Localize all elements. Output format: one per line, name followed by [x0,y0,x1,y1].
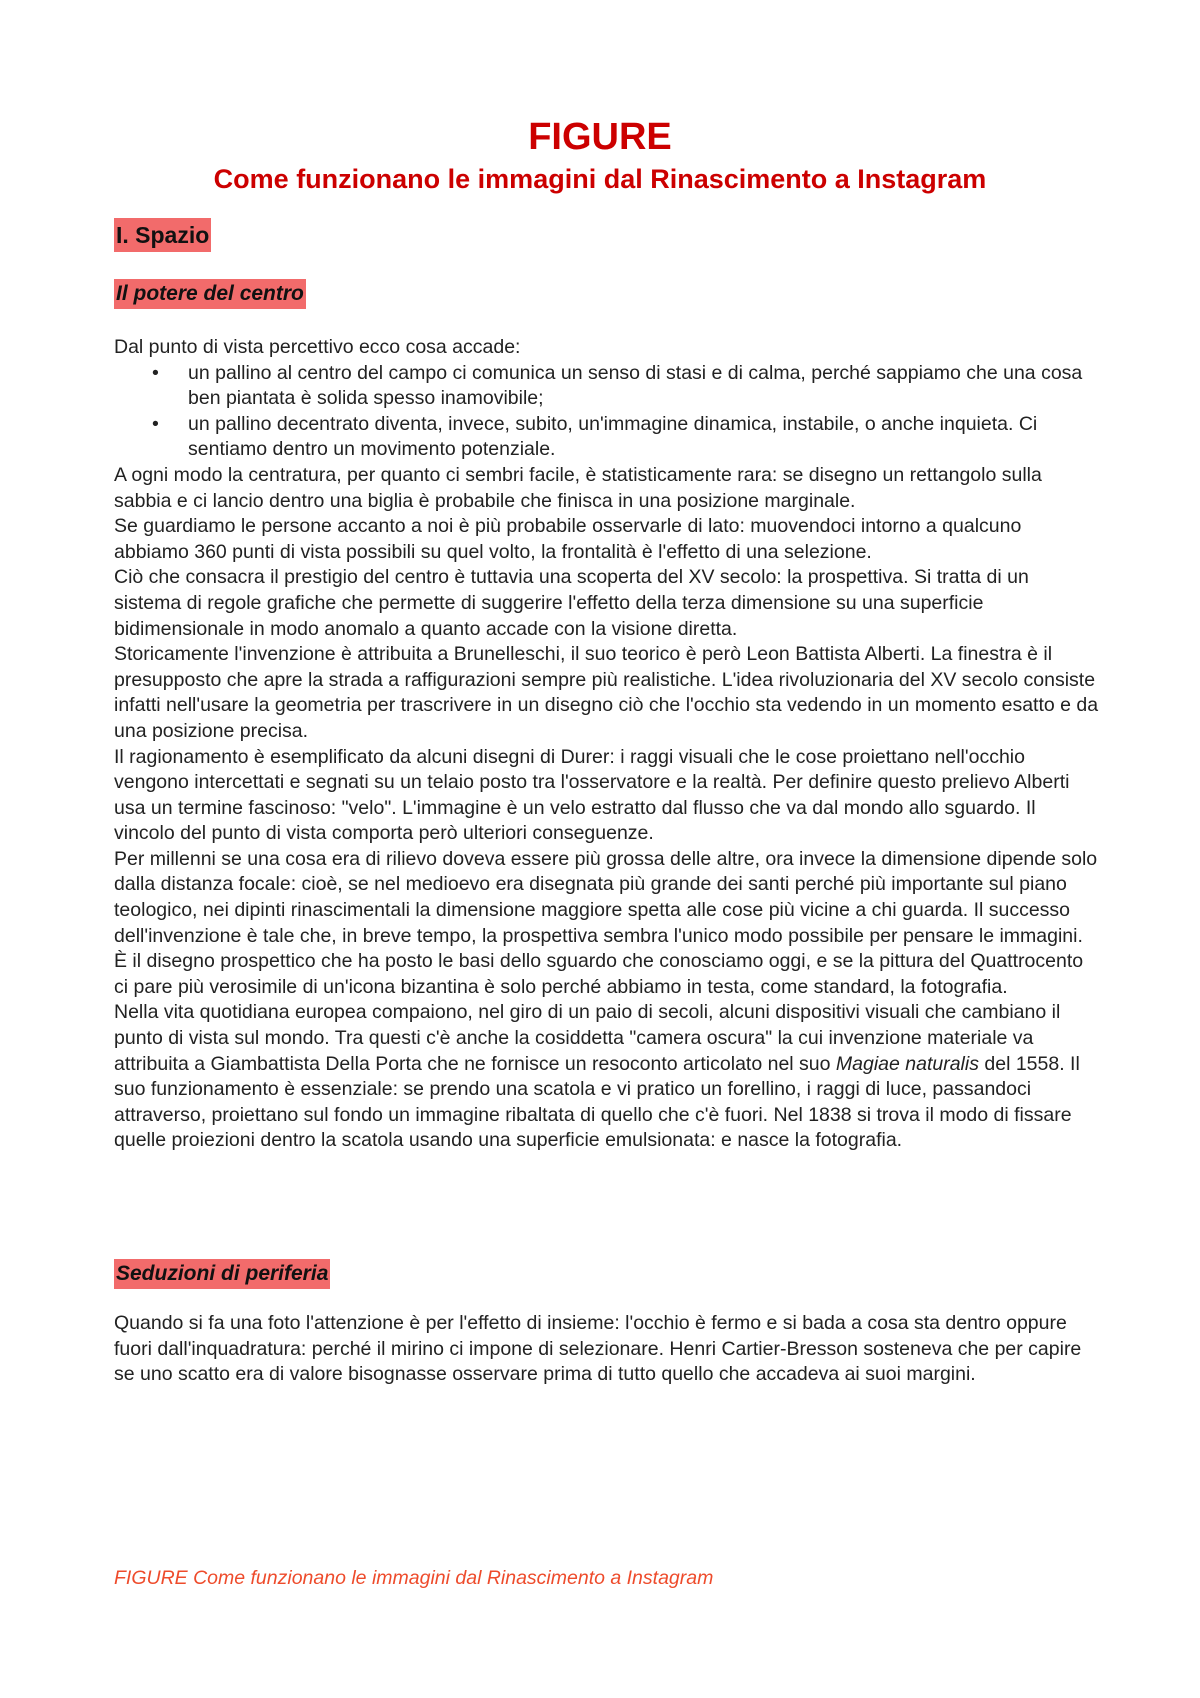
subsection-heading-potere-del-centro: Il potere del centro [114,279,306,309]
body-paragraph: Se guardiamo le persone accanto a noi è più probabile osservarle di lato: muovendoci intorno a qualcuno abbiamo 360 punti di vista possibili su quel volto, la frontalità è l'effetto di una selezione. [114,515,1022,563]
list-item [114,361,1099,412]
body-paragraph: A ogni modo la centratura, per quanto ci sembri facile, è statisticamente rara: se disegno un rettangolo sulla sabbia e ci lancio dentro una biglia è probabile che finisca in una posizione marginale. [114,463,1042,512]
book-title: Magiae naturalis [835,1052,979,1075]
bullet-list [114,361,1099,463]
subsection-heading-seduzioni-di-periferia: Seduzioni di periferia [114,1259,330,1289]
section-heading: I. Spazio [114,218,211,252]
document-title: FIGURE [528,116,672,158]
body-paragraph: Per millenni se una cosa era di rilievo doveva essere più grossa delle altre, ora invece la dimensione dipende solo dalla distanza focale: cioè, se nel medioevo era disegnata più grande dei santi perché più importante sul piano teologico, nei dipinti rinascimentali la dimensione maggiore spetta alle cose più vicine a chi guarda. Il successo dell'invenzione è tale che, in breve tempo, la prospettiva sembra l'unico modo possibile per pensare le immagini. È il disegno prospettico che ha posto le basi dello sguardo che conosciamo oggi, e se la pittura del Quattrocento ci pare più verosimile di un'icona bizantina è solo perché abbiamo in testa, come standard, la fotografia. [114,847,1098,998]
intro-paragraph: Dal punto di vista percettivo ecco cosa accade: [114,336,521,358]
text-run: Nella vita quotidiana europea compaiono, nel giro di un paio di secoli, alcuni dispositivi visuali che cambiano il punto di vista sul mondo. Tra questi c'è anche la cosiddetta "camera oscura" la cui invenzione materiale va attribuita a Giambattista Della Porta che ne fornisce un resoconto articolato nel suo [114,1001,1061,1075]
subsection-body-potere-del-centro [114,335,1099,1154]
subsection-body-seduzioni-di-periferia [114,1311,1099,1388]
body-paragraph: Quando si fa una foto l'attenzione è per l'effetto di insieme: l'occhio è fermo e si bada a cosa sta dentro oppure fuori dall'inquadratura: perché il mirino ci impone di selezionare. Henri Cartier-Bresson sosteneva che per capire se uno scatto era di valore bisognasse osservare prima di tutto quello che accadeva ai suoi margini. [114,1312,1082,1386]
list-item [114,412,1099,463]
document-subtitle: Come funzionano le immagini dal Rinascimento a Instagram [213,164,987,194]
page-footer: FIGURE Come funzionano le immagini dal Rinascimento a Instagram [114,1567,714,1589]
body-paragraph: Il ragionamento è esemplificato da alcuni disegni di Durer: i raggi visuali che le cose proiettano nell'occhio vengono intercettati e segnati su un telaio posto tra l'osservatore e la realtà. Per definire questo prelievo Alberti usa un termine fascinoso: "velo". L'immagine è un velo estratto dal flusso che va dal mondo allo sguardo. Il vincolo del punto di vista comporta però ulteriori conseguenze. [114,745,1070,845]
body-paragraph-camera-oscura [114,1000,1099,1154]
list-item-text: un pallino decentrato diventa, invece, subito, un'immagine dinamica, instabile, o anche inquieta. Ci sentiamo dentro un movimento potenziale. [188,412,1038,461]
bullet-icon: • [152,412,159,435]
body-paragraph: Storicamente l'invenzione è attribuita a Brunelleschi, il suo teorico è però Leon Battista Alberti. La finestra è il presupposto che apre la strada a raffigurazioni sempre più realistiche. L'idea rivoluzionaria del XV secolo consiste infatti nell'usare la geometria per trascrivere in un disegno ciò che l'occhio sta vedendo in un momento esatto e da una posizione precisa. [114,643,1099,742]
body-paragraph: Ciò che consacra il prestigio del centro è tuttavia una scoperta del XV secolo: la prospettiva. Si tratta di un sistema di regole grafiche che permette di suggerire l'effetto della terza dimensione su una superficie bidimensionale in modo anomalo a quanto accade con la visione diretta. [114,566,1029,640]
text-run: del 1558. Il suo funzionamento è essenziale: se prendo una scatola e vi pratico un forellino, i raggi di luce, passandoci attraverso, proiettano sul fondo un immagine ribaltata di quello che c'è fuori. Nel 1838 si trova il modo di fissare quelle proiezioni dentro la scatola usando una superficie emulsionata: e nasce la fotografia. [114,1052,1080,1152]
bullet-icon: • [152,361,159,384]
list-item-text: un pallino al centro del campo ci comunica un senso di stasi e di calma, perché sappiamo che una cosa ben piantata è solida spesso inamovibile; [188,361,1083,410]
